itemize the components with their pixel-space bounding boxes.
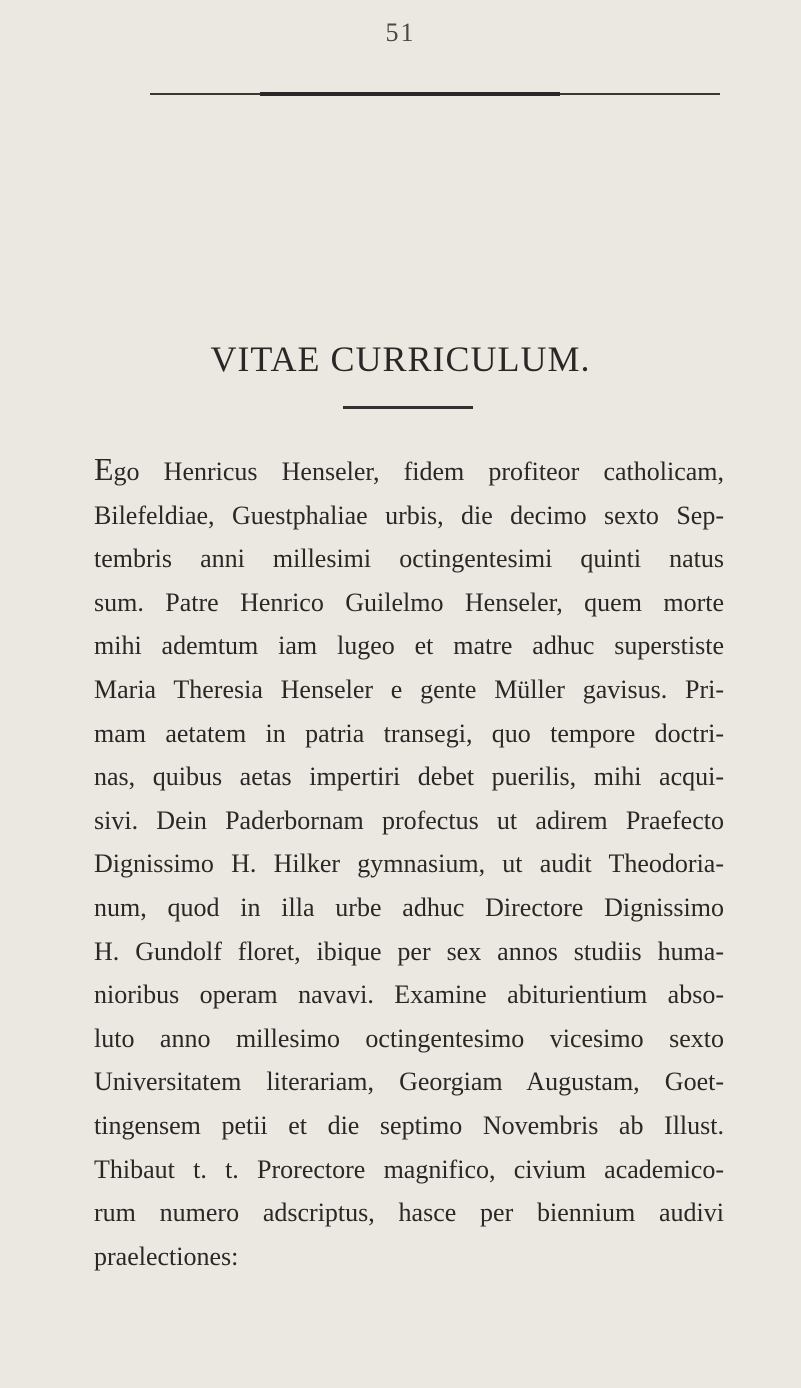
page-number: 51 xyxy=(385,18,416,47)
text-line: Bilefeldiae, Guestphaliae urbis, die decimo sexto Sep- xyxy=(94,500,724,530)
text-line: tembris anni millesimi octingentesimi quinti natus xyxy=(94,544,724,574)
text-line: rum numero adscriptus, hasce per biennium audivi xyxy=(94,1198,724,1228)
text-line: Thibaut t. t. Prorectore magnifico, civium academico- xyxy=(94,1154,724,1184)
text-line: luto anno millesimo octingentesimo vicesimo sexto xyxy=(94,1023,724,1053)
page-title: VITAE CURRICULUM. xyxy=(210,339,591,379)
text-line: nas, quibus aetas impertiri debet puerilis, mihi acqui- xyxy=(94,762,724,792)
text-line: Maria Theresia Henseler e gente Müller gavisus. Pri- xyxy=(94,674,724,704)
text-line: Dignissimo H. Hilker gymnasium, ut audit Theodoria- xyxy=(94,849,724,879)
text-line: Ego Henricus Henseler, fidem profiteor catholicam, xyxy=(94,451,724,487)
title-rule xyxy=(343,406,473,409)
text-line: Universitatem literariam, Georgiam Augustam, Goet- xyxy=(94,1067,724,1097)
text-line: praelectiones: xyxy=(94,1241,239,1271)
body-paragraph xyxy=(94,448,724,1278)
text-line: num, quod in illa urbe adhuc Directore Dignissimo xyxy=(94,892,724,922)
text-line: mihi ademtum iam lugeo et matre adhuc superstiste xyxy=(94,631,724,661)
text-line: H. Gundolf floret, ibique per sex annos studiis huma- xyxy=(94,936,724,966)
top-rule-center xyxy=(260,92,560,96)
text-line: sum. Patre Henrico Guilelmo Henseler, quem morte xyxy=(94,587,724,617)
text-line: mam aetatem in patria transegi, quo tempore doctri- xyxy=(94,718,724,748)
text-line: sivi. Dein Paderbornam profectus ut adirem Praefecto xyxy=(94,805,724,835)
text-line: nioribus operam navavi. Examine abiturientium abso- xyxy=(94,980,724,1010)
text-line: tingensem petii et die septimo Novembris ab Illust. xyxy=(94,1110,724,1140)
